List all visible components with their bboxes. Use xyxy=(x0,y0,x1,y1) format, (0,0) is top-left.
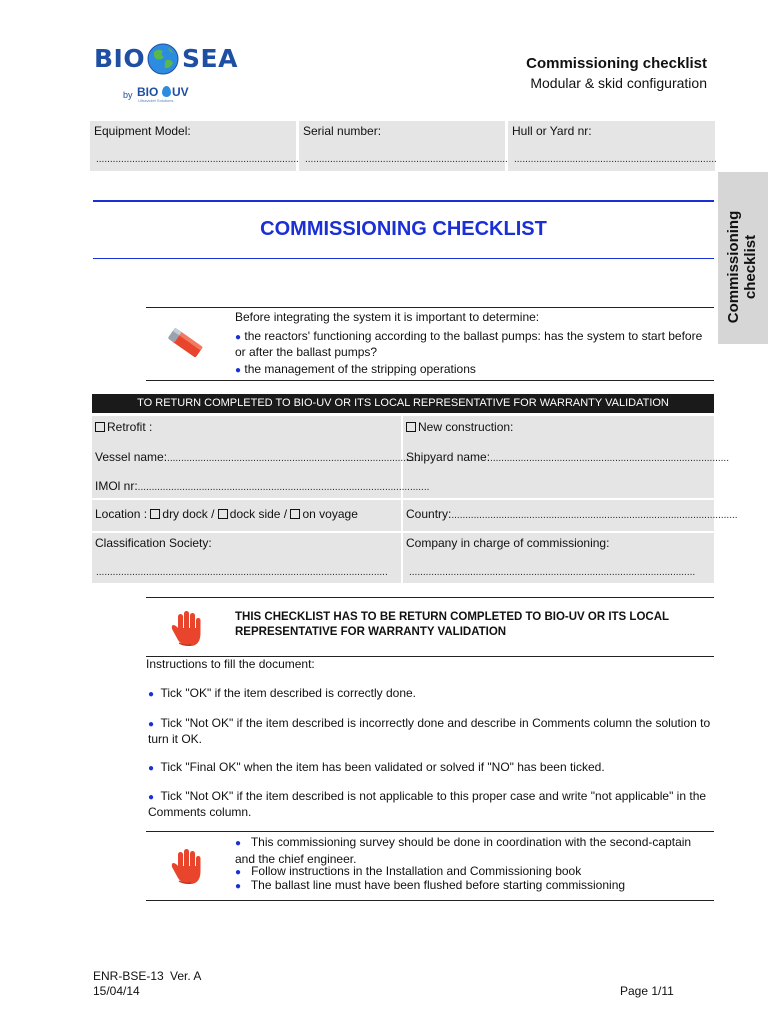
notes-bottom-rule xyxy=(146,900,714,901)
location-label: Location : xyxy=(95,507,148,521)
instructions-heading: Instructions to fill the document: xyxy=(146,657,315,671)
title-bottom-rule xyxy=(93,258,714,259)
notes-item-3-text: The ballast line must have been flushed before starting commissioning xyxy=(250,878,626,892)
pencil-eraser-icon xyxy=(168,326,208,362)
country-dots: ....................................................................................................... xyxy=(451,510,738,521)
vessel-name-field[interactable] xyxy=(95,450,420,464)
globe-icon xyxy=(146,42,180,76)
hull-yard-label: Hull or Yard nr: xyxy=(512,124,592,138)
instruction-item-3-text: Tick "Final OK" when the item has been validated or solved if "NO" has been ticked. xyxy=(160,760,605,774)
company-dots[interactable]: ....................................................................................................... xyxy=(409,567,696,578)
footer-page-number: Page 1/11 xyxy=(620,984,674,998)
logo-brand-right: SEA xyxy=(182,44,238,73)
class-society-label: Classification Society: xyxy=(95,536,212,550)
stop-notice-line2: REPRESENTATIVE FOR WARRANTY VALIDATION xyxy=(235,626,507,638)
location-dock-side: dock side / xyxy=(229,507,288,521)
title-top-rule xyxy=(93,200,714,202)
instruction-item-2-text: Tick "Not OK" if the item described is incorrectly done and describe in Comments column the solution to turn it OK. xyxy=(148,716,711,746)
checkbox-icon[interactable] xyxy=(218,509,228,519)
intro-top-rule xyxy=(146,307,714,308)
checkbox-icon[interactable] xyxy=(150,509,160,519)
logo-parent: BIO xyxy=(137,85,159,99)
stop-hand-icon xyxy=(170,848,204,886)
bullet-icon: ● xyxy=(235,332,242,343)
logo-tagline: Ultraviolet Solutions xyxy=(138,98,174,103)
intro-bullet-2-text: the management of the stripping operations xyxy=(244,362,476,376)
footer-date: 15/04/14 xyxy=(93,984,140,998)
header-title: Commissioning checklist xyxy=(526,55,707,72)
imo-dots: ......................................................................................................... xyxy=(137,482,430,493)
logo-by: by xyxy=(123,90,133,100)
bullet-icon: ● xyxy=(148,763,155,774)
serial-number-label: Serial number: xyxy=(303,124,382,138)
warranty-banner: TO RETURN COMPLETED TO BIO-UV OR ITS LOCAL REPRESENTATIVE FOR WARRANTY VALIDATION xyxy=(92,394,714,413)
bullet-icon: ● xyxy=(148,792,155,803)
shipyard-name-field[interactable] xyxy=(406,450,729,464)
bullet-icon: ● xyxy=(148,719,155,730)
equipment-model-field[interactable] xyxy=(90,121,299,171)
bullet-icon: ● xyxy=(235,365,242,376)
intro-bullet-1-text: the reactors' functioning according to the ballast pumps: has the system to start before or after the ballast pumps? xyxy=(235,329,703,359)
location-field[interactable] xyxy=(95,507,358,521)
intro-bullet-1 xyxy=(235,329,713,359)
notes-item-1 xyxy=(235,835,707,866)
notes-item-3 xyxy=(235,878,707,892)
bullet-icon: ● xyxy=(235,838,242,849)
stop-notice-line1: THIS CHECKLIST HAS TO BE RETURN COMPLETED TO BIO-UV OR ITS LOCAL xyxy=(235,611,670,623)
stop-hand-icon xyxy=(170,610,204,648)
intro-bottom-rule xyxy=(146,380,714,381)
equipment-model-label: Equipment Model: xyxy=(94,124,191,138)
instruction-item-3 xyxy=(148,760,708,774)
footer-doc-ref: ENR-BSE-13 xyxy=(93,969,164,983)
footer-version: Ver. A xyxy=(170,969,202,983)
serial-number-field[interactable] xyxy=(299,121,508,171)
instruction-item-4-text: Tick "Not OK" if the item described is not applicable to this proper case and write "not applicable" in the Comments column. xyxy=(148,789,707,819)
bullet-icon: ● xyxy=(235,867,242,878)
country-field[interactable] xyxy=(406,507,738,521)
serial-number-dots: ......................................................................... xyxy=(305,154,508,165)
side-tab xyxy=(718,172,768,344)
intro-lead: Before integrating the system it is important to determine: xyxy=(235,310,540,324)
logo-parent-uv: UV xyxy=(172,85,189,99)
logo-brand-left: BIO xyxy=(94,44,146,73)
retrofit-option[interactable] xyxy=(95,420,152,434)
side-tab-line1: Commissioning xyxy=(725,210,742,324)
new-construction-label: New construction: xyxy=(418,420,514,434)
instruction-item-4 xyxy=(148,789,714,820)
location-dry-dock: dry dock / xyxy=(162,507,215,521)
bullet-icon: ● xyxy=(235,881,242,892)
notes-item-2-text: Follow instructions in the Installation and Commissioning book xyxy=(251,864,582,878)
shipyard-name-dots: ...................................................................................... xyxy=(490,453,729,464)
retrofit-label: Retrofit : xyxy=(107,420,153,434)
bullet-icon: ● xyxy=(148,689,155,700)
page-title: COMMISSIONING CHECKLIST xyxy=(260,218,547,240)
shipyard-name-label: Shipyard name: xyxy=(406,450,491,464)
equipment-model-dots: ......................................................................... xyxy=(96,154,299,165)
imo-label: IMOl nr: xyxy=(95,479,138,493)
vessel-name-label: Vessel name: xyxy=(95,450,168,464)
location-on-voyage: on voyage xyxy=(302,507,358,521)
vessel-name-dots: ........................................................................................... xyxy=(167,453,420,464)
instruction-item-1 xyxy=(148,686,708,700)
logo-drop-icon xyxy=(162,86,171,97)
stop-notice-top-rule xyxy=(146,597,714,598)
notes-item-2 xyxy=(235,864,707,878)
company-label: Company in charge of commissioning: xyxy=(406,536,610,550)
intro-bullet-2 xyxy=(235,362,705,376)
new-construction-option[interactable] xyxy=(406,420,513,434)
instruction-item-1-text: Tick "OK" if the item described is correctly done. xyxy=(160,686,416,700)
hull-yard-dots: ......................................................................... xyxy=(514,154,717,165)
header-subtitle: Modular & skid configuration xyxy=(530,75,707,91)
country-label: Country: xyxy=(406,507,452,521)
checkbox-icon[interactable] xyxy=(406,422,416,432)
instruction-item-2 xyxy=(148,716,714,747)
checkbox-icon[interactable] xyxy=(95,422,105,432)
notes-top-rule xyxy=(146,831,714,832)
side-tab-label xyxy=(725,182,761,352)
logo xyxy=(94,42,244,104)
imo-field[interactable] xyxy=(95,479,429,493)
checkbox-icon[interactable] xyxy=(290,509,300,519)
class-society-dots[interactable]: ......................................................................................................... xyxy=(96,567,388,578)
hull-yard-field[interactable] xyxy=(508,121,715,171)
notes-item-1-text: This commissioning survey should be done in coordination with the second-captain and the chief engineer. xyxy=(235,835,692,866)
side-tab-line2: checklist xyxy=(742,234,759,300)
